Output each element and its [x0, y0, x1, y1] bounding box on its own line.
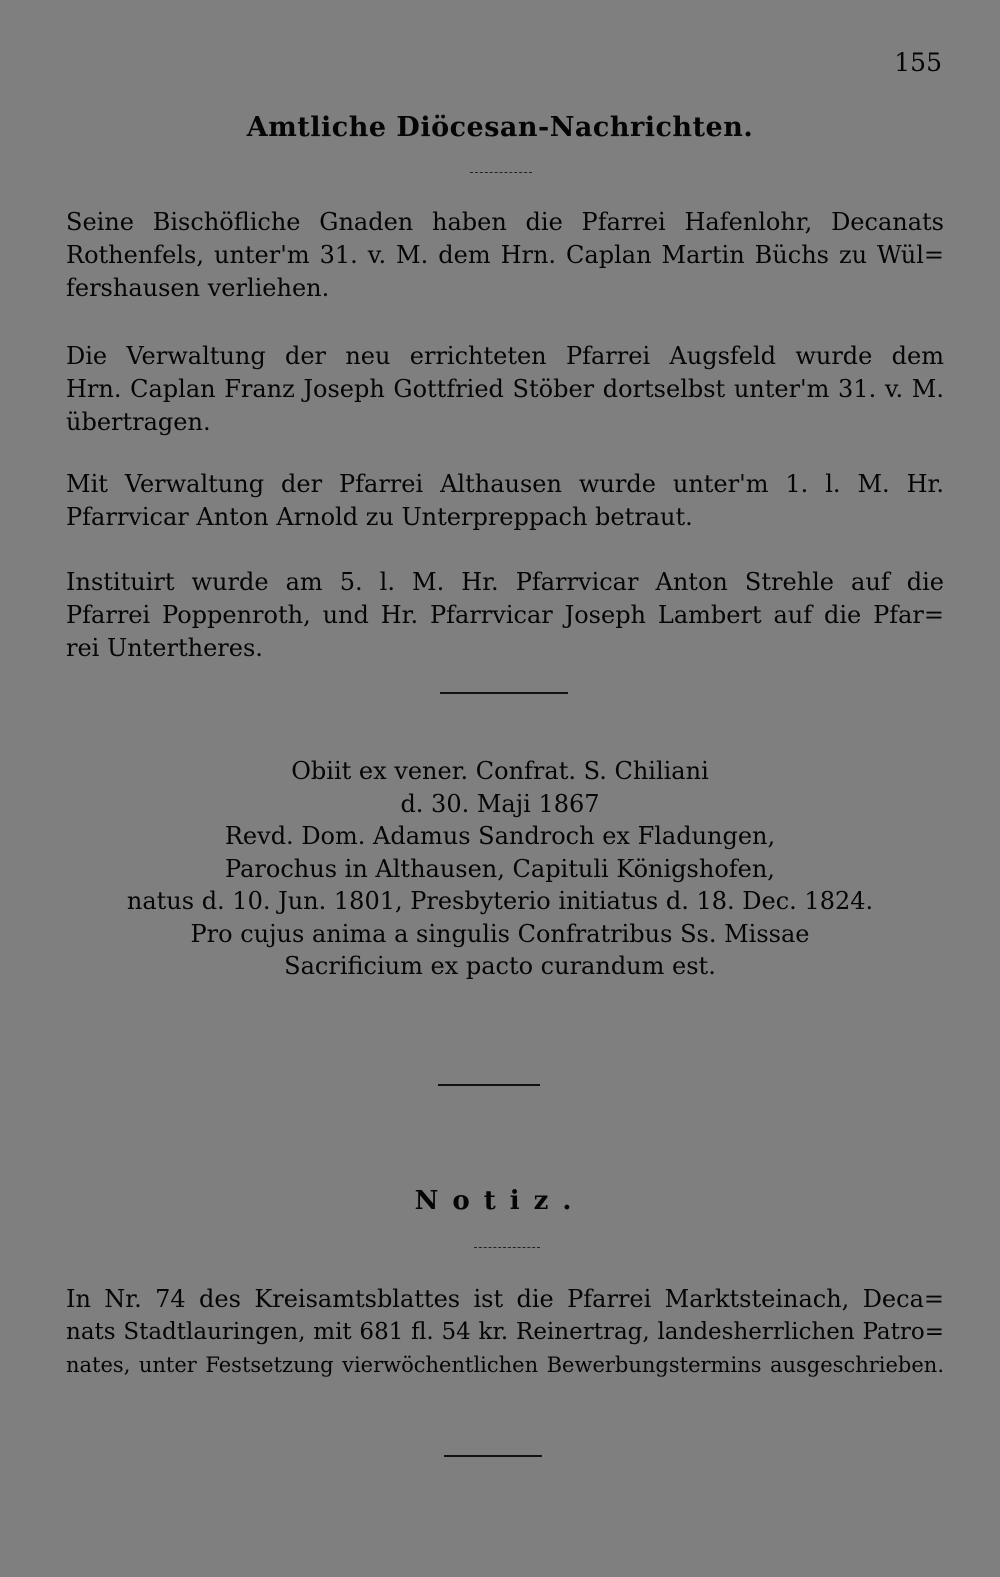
text-line: Mit Verwaltung der Pfarrei Althausen wurde unter'm 1. l. M. Hr.: [66, 470, 944, 498]
text-line: übertragen.: [66, 408, 211, 436]
text-line: Hrn. Caplan Franz Joseph Gottfried Stöber dortselbst unter'm 31. v. M.: [66, 375, 944, 403]
section-divider: [440, 692, 568, 694]
announcement-paragraph: [66, 566, 944, 665]
obituary-line: Revd. Dom. Adamus Sandroch ex Fladungen,: [224, 822, 776, 850]
obituary-notice: [0, 755, 1000, 983]
obituary-line: Pro cujus anima a singulis Confratribus Ss. Missae: [190, 919, 810, 948]
obituary-line: natus d. 10. Jun. 1801, Presbyterio initiatus d. 18. Dec. 1824.: [126, 887, 874, 915]
text-line: rei Untertheres.: [66, 634, 263, 662]
obituary-line: Parochus in Althausen, Capituli Königshofen,: [225, 854, 775, 883]
section-divider: [444, 1455, 542, 1457]
obituary-line: d. 30. Maji 1867: [400, 789, 600, 818]
notiz-paragraph: [66, 1283, 944, 1382]
announcement-paragraph: [66, 468, 944, 534]
obituary-line: Obiit ex vener. Confrat. S. Chiliani: [291, 757, 709, 785]
text-line: Pfarrei Poppenroth, und Hr. Pfarrvicar Joseph Lambert auf die Pfar=: [66, 601, 944, 629]
text-line: nates, unter Festsetzung vierwöchentlichen Bewerbungstermins ausgeschrieben.: [66, 1353, 944, 1377]
text-line: Die Verwaltung der neu errichteten Pfarrei Augsfeld wurde dem: [66, 342, 944, 370]
text-line: In Nr. 74 des Kreisamtsblattes ist die Pfarrei Marktsteinach, Deca=: [66, 1285, 944, 1313]
obituary-line: Sacrificium ex pacto curandum est.: [284, 952, 716, 980]
notiz-ornament: [474, 1247, 540, 1250]
page-number: 155: [894, 48, 942, 77]
text-line: Rothenfels, unter'm 31. v. M. dem Hrn. Caplan Martin Büchs zu Wül=: [66, 241, 944, 269]
page-heading: Amtliche Diöcesan-Nachrichten.: [246, 112, 754, 143]
text-line: Instituirt wurde am 5. l. M. Hr. Pfarrvicar Anton Strehle auf die: [66, 568, 944, 596]
notiz-heading: Notiz.: [414, 1186, 586, 1216]
text-line: nats Stadtlauringen, mit 681 fl. 54 kr. Reinertrag, landesherrlichen Patro=: [66, 1319, 944, 1345]
heading-ornament: [470, 172, 532, 175]
announcement-paragraph: [66, 206, 944, 305]
text-line: Pfarrvicar Anton Arnold zu Unterpreppach betraut.: [66, 503, 693, 531]
announcement-paragraph: [66, 340, 944, 439]
section-divider: [438, 1084, 540, 1086]
text-line: Seine Bischöfliche Gnaden haben die Pfarrei Hafenlohr, Decanats: [66, 208, 944, 236]
text-line: fershausen verliehen.: [66, 274, 330, 302]
